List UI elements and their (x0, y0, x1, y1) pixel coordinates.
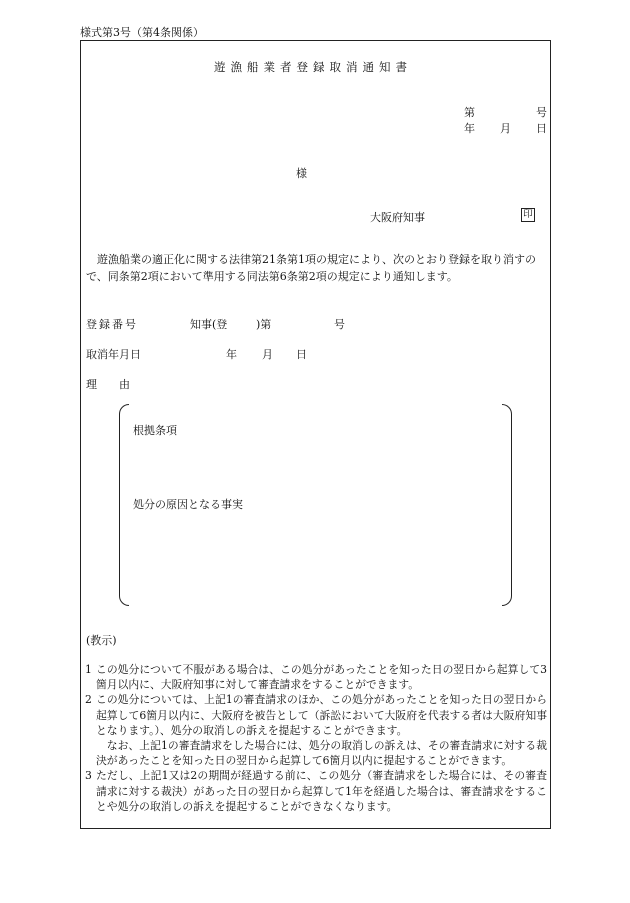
document-number-label-2: 号 (536, 106, 547, 119)
addressee-suffix: 様 (296, 167, 307, 180)
note-number: 3 (85, 769, 92, 783)
registration-number-middle: )第 (256, 318, 272, 331)
registration-number-label: 登録番号 (86, 318, 138, 331)
note-number: 1 (85, 663, 92, 676)
cause-facts-label: 処分の原因となる事実 (133, 498, 243, 511)
reason-box-right-bracket (502, 404, 512, 606)
note-text: この処分については、上記1の審査請求のほか、この処分があったことを知った日の翌日から起算して6箇月以内に、大阪府を被告として（訴訟において大阪府を代表する者は大阪府知事となります。）、処分の取消しの訴えを提起することができます。 (96, 693, 547, 737)
date-day-label: 日 (536, 122, 547, 135)
cancel-date-label: 取消年月日 (86, 348, 141, 361)
issuer-name: 大阪府知事 (370, 211, 425, 224)
form-label: 様式第3号（第4条関係） (80, 26, 204, 39)
note-text: この処分について不服がある場合は、この処分があったことを知った日の翌日から起算して3箇月以内に、大阪府知事に対して審査請求をすることができます。 (96, 663, 547, 692)
cancel-date-month: 月 (262, 348, 273, 361)
instruction-heading: (教示) (86, 634, 117, 647)
registration-number-suffix: 号 (334, 318, 345, 331)
note-item (85, 692, 547, 738)
date-year-label: 年 (464, 122, 475, 135)
note-number: 2 (85, 693, 92, 707)
document-title: 遊漁船業者登録取消通知書 (214, 60, 412, 74)
note-item (85, 662, 547, 692)
notice-body-text: 遊漁船業の適正化に関する法律第21条第1項の規定により、次のとおり登録を取り消すので、同条第2項において準用する同法第6条第2項の規定により通知します。 (86, 253, 536, 283)
note-item (85, 768, 547, 814)
registration-number-prefix: 知事(登 (190, 318, 228, 331)
note-item (85, 738, 547, 768)
date-month-label: 月 (500, 122, 511, 135)
reason-box-left-bracket (119, 404, 129, 606)
note-text: ただし、上記1又は2の期間が経過する前に、この処分（審査請求をした場合には、その審査請求に対する裁決）があった日の翌日から起算して1年を経過した場合は、審査請求をすることや処分の取消しの訴えを提起することができなくなります。 (96, 769, 547, 813)
instruction-notes (85, 662, 547, 814)
note-text: なお、上記1の審査請求をした場合には、処分の取消しの訴えは、その審査請求に対する裁決があったことを知った日の翌日から起算して6箇月以内に提起することができます。 (96, 739, 547, 768)
cancel-date-year: 年 (226, 348, 237, 361)
reason-label: 理 由 (86, 378, 130, 391)
seal-mark: 印 (521, 208, 535, 222)
cancel-date-day: 日 (296, 348, 307, 361)
basis-clause-label: 根拠条項 (133, 424, 177, 437)
document-number-label-1: 第 (464, 106, 475, 119)
